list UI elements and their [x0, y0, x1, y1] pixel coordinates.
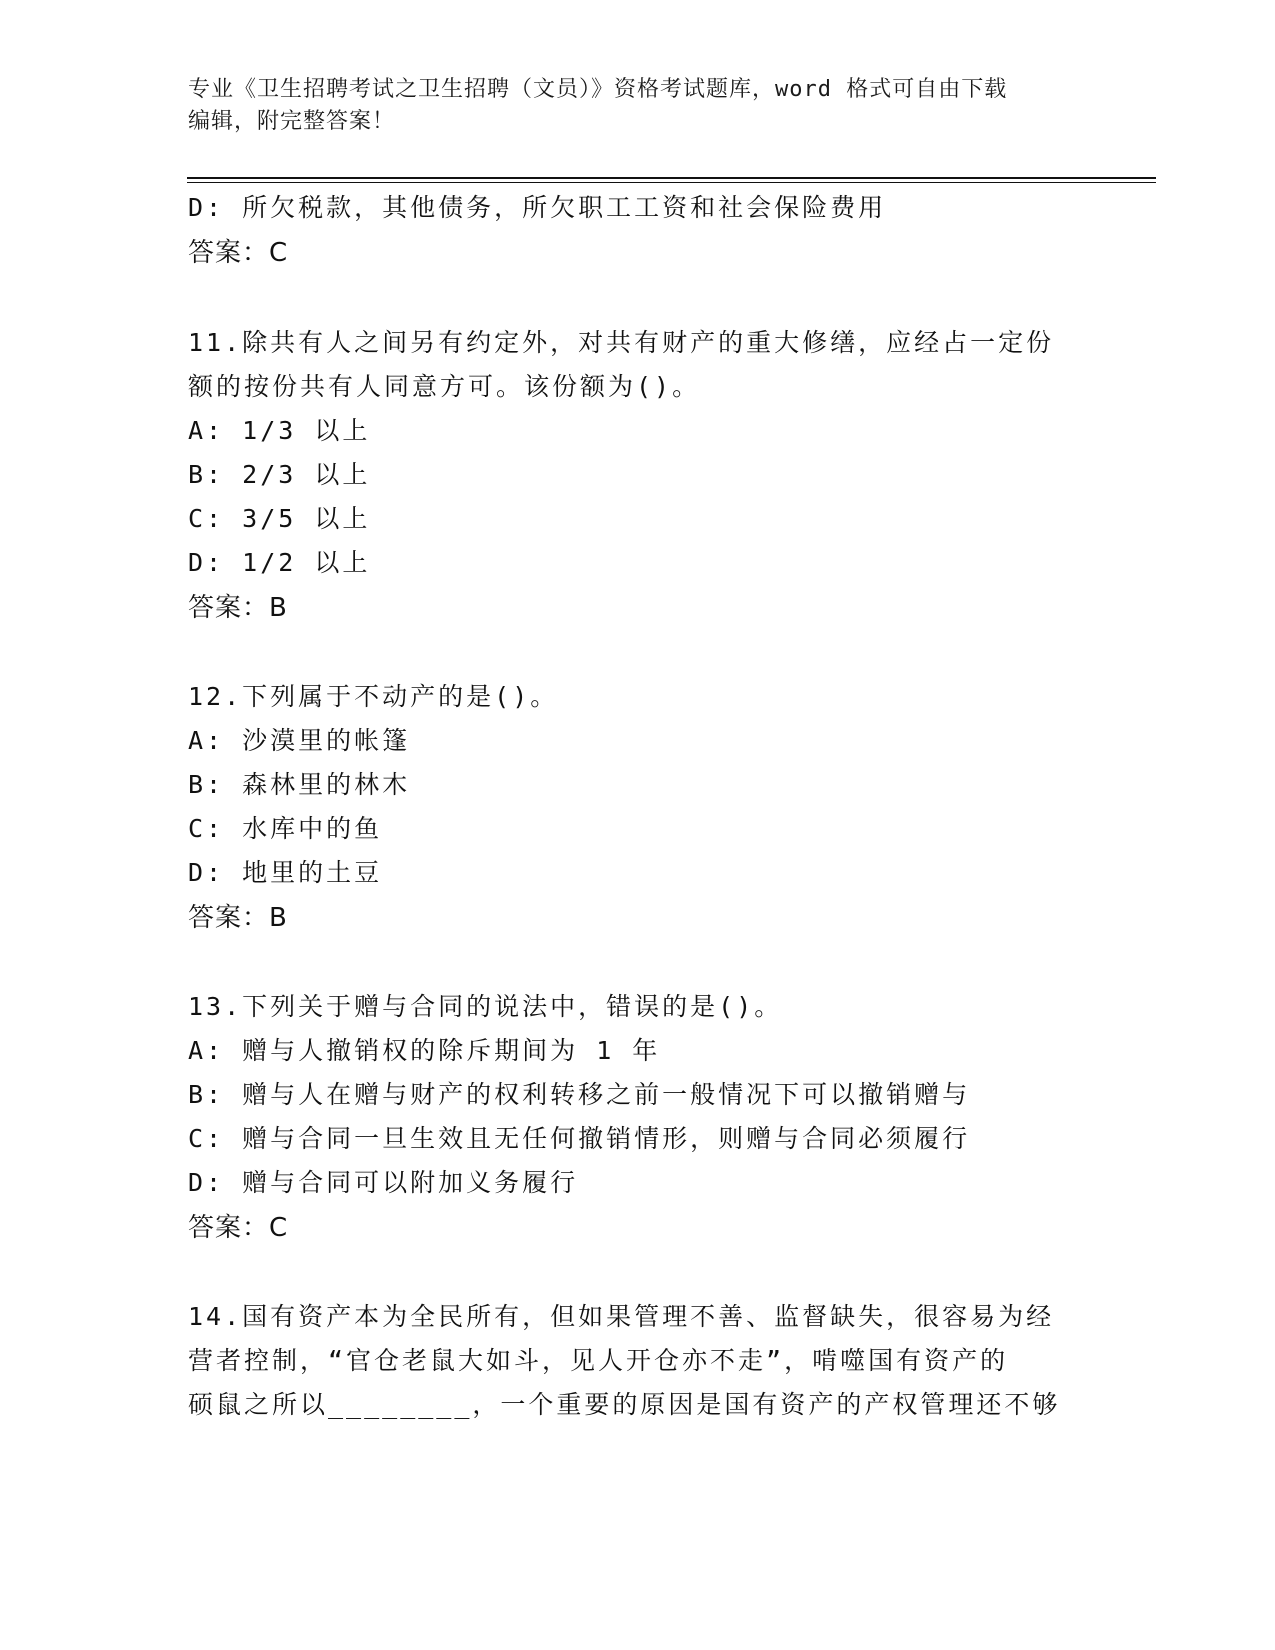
option-line: B: 森林里的林木 — [188, 770, 411, 799]
question-line: 12.下列属于不动产的是()。 — [188, 682, 559, 711]
header-line-2: 编辑，附完整答案！ — [188, 109, 396, 134]
option-line: A: 沙漠里的帐篷 — [188, 726, 411, 755]
document-header — [188, 74, 1088, 138]
option-line: D: 赠与合同可以附加义务履行 — [188, 1168, 579, 1197]
question-line: 硕鼠之所以________，一个重要的原因是国有资产的产权管理还不够 — [188, 1390, 1061, 1419]
header-line-1: 专业《卫生招聘考试之卫生招聘（文员）》资格考试题库，word 格式可自由下载 — [188, 77, 1008, 102]
option-line: D: 1/2 以上 — [188, 548, 371, 577]
option-line: C: 3/5 以上 — [188, 504, 371, 533]
question-line: 额的按份共有人同意方可。该份额为()。 — [188, 372, 701, 401]
question-line: 11.除共有人之间另有约定外，对共有财产的重大修缮，应经占一定份 — [188, 328, 1055, 357]
option-line: B: 赠与人在赠与财产的权利转移之前一般情况下可以撤销赠与 — [188, 1080, 971, 1109]
question-line: 营者控制，“官仓老鼠大如斗，见人开仓亦不走”，啃噬国有资产的 — [188, 1346, 1009, 1375]
header-divider-thin — [187, 182, 1156, 183]
answer-line: 答案：C — [188, 1213, 289, 1243]
option-line: C: 赠与合同一旦生效且无任何撤销情形，则赠与合同必须履行 — [188, 1124, 971, 1153]
option-line: B: 2/3 以上 — [188, 460, 371, 489]
answer-line: 答案：B — [188, 593, 288, 623]
option-line: D: 地里的土豆 — [188, 858, 383, 887]
question-line: 14.国有资产本为全民所有，但如果管理不善、监督缺失，很容易为经 — [188, 1302, 1055, 1331]
question-line: 13.下列关于赠与合同的说法中，错误的是()。 — [188, 992, 783, 1021]
answer-line: 答案：B — [188, 903, 288, 933]
header-divider-thick — [187, 177, 1156, 179]
option-line: A: 赠与人撤销权的除斥期间为 1 年 — [188, 1036, 661, 1065]
option-line: A: 1/3 以上 — [188, 416, 371, 445]
option-line: D: 所欠税款，其他债务，所欠职工工资和社会保险费用 — [188, 193, 887, 222]
answer-line: 答案：C — [188, 238, 289, 268]
option-line: C: 水库中的鱼 — [188, 814, 383, 843]
